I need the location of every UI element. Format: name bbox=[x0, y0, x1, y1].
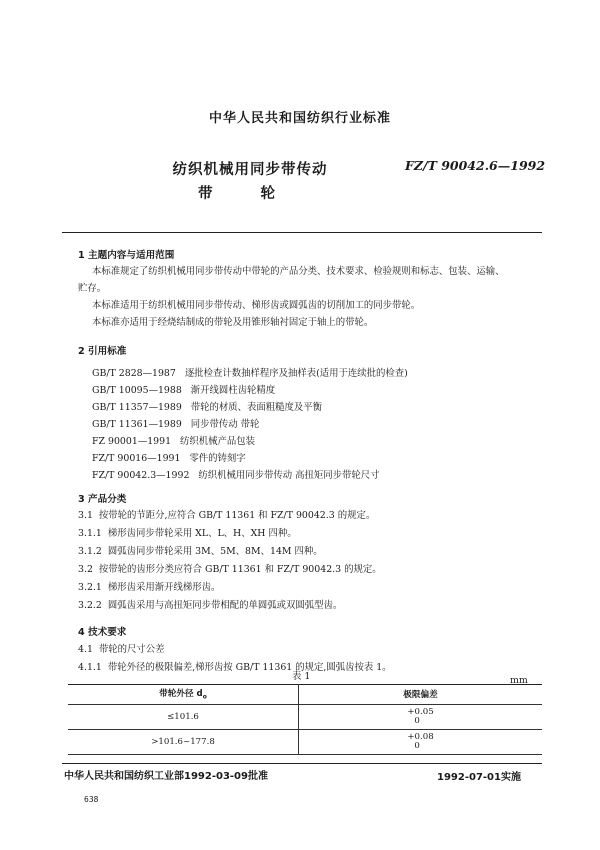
implementation-date: 1992-07-01实施 bbox=[437, 772, 521, 783]
section-1-para-2: 本标准适用于纺织机械用同步带传动、梯形齿或圆弧齿的切削加工的同步带轮。 bbox=[92, 300, 421, 311]
section-1-para-1: 本标准规定了纺织机械用同步带传动中带轮的产品分类、技术要求、检验规则和标志、包装、运输、 bbox=[92, 266, 505, 277]
table-row bbox=[68, 705, 542, 730]
cell-deviation: +0.08 0 bbox=[299, 730, 543, 755]
clause-item: 3.1 按带轮的节距分,应符合 GB/T 11361 和 FZ/T 90042.3 的规定。 bbox=[78, 510, 376, 521]
clause-item: 3.1.1 梯形齿同步带轮采用 XL、L、H、XH 四种。 bbox=[78, 528, 297, 539]
clause-item: 3.2 按带轮的齿形分类应符合 GB/T 11361 和 FZ/T 90042.3 的规定。 bbox=[78, 564, 382, 575]
reference-item: FZ/T 90016—1991 零件的铸刻字 bbox=[92, 453, 246, 464]
clause-item: 3.1.2 圆弧齿同步带轮采用 3M、5M、8M、14M 四种。 bbox=[78, 546, 323, 557]
reference-item: GB/T 11361—1989 同步带传动 带轮 bbox=[92, 419, 260, 430]
cell-diameter-range: ≤101.6 bbox=[68, 705, 299, 730]
clause-item: 4.1 带轮的尺寸公差 bbox=[78, 644, 165, 655]
clause-item: 3.2.1 梯形齿采用渐开线梯形齿。 bbox=[78, 582, 221, 593]
section-4-heading: 4 技术要求 bbox=[78, 627, 127, 638]
document-title-line1: 纺织机械用同步带传动 bbox=[172, 162, 328, 178]
section-2-heading: 2 引用标准 bbox=[78, 346, 127, 357]
reference-item: GB/T 11357—1989 带轮的材质、表面粗糙度及平衡 bbox=[92, 402, 323, 413]
title-char-b: 轮 bbox=[260, 186, 275, 202]
document-title-line2 bbox=[198, 182, 275, 203]
header-deviation: 极限偏差 bbox=[299, 684, 543, 705]
section-1-para-3: 本标准亦适用于经烧结制成的带轮及用锥形轴衬固定于轴上的带轮。 bbox=[92, 317, 374, 328]
footer-rule bbox=[62, 763, 542, 764]
title-char-a: 带 bbox=[198, 186, 213, 202]
header-outer-diameter: 带轮外径 $d_o$ bbox=[68, 684, 299, 705]
table-row bbox=[68, 730, 542, 755]
reference-item: GB/T 10095—1988 渐开线圆柱齿轮精度 bbox=[92, 385, 276, 396]
clause-item: 3.2.2 圆弧齿采用与高扭矩同步带相配的单圆弧或双圆弧型齿。 bbox=[78, 600, 343, 611]
approval-line: 中华人民共和国纺织工业部1992-03-09批准 bbox=[64, 771, 268, 782]
cell-deviation: +0.05 0 bbox=[299, 705, 543, 730]
reference-item: FZ 90001—1991 纺织机械产品包装 bbox=[92, 436, 256, 447]
table-unit: mm bbox=[510, 675, 528, 686]
standard-code: FZ/T 90042.6—1992 bbox=[405, 158, 546, 173]
table-header-row bbox=[68, 684, 542, 705]
table-caption: 表 1 bbox=[292, 671, 311, 682]
section-1-para-1-cont: 贮存。 bbox=[78, 283, 107, 294]
section-1-heading: 1 主题内容与适用范围 bbox=[78, 250, 175, 261]
reference-item: GB/T 2828—1987 逐批检查计数抽样程序及抽样表(适用于连续批的检查) bbox=[92, 368, 408, 379]
issuing-organization: 中华人民共和国纺织行业标准 bbox=[208, 111, 391, 126]
table-1 bbox=[68, 684, 542, 755]
clause-item: 4.1.1 带轮外径的极限偏差,梯形齿按 GB/T 11361 的规定,圆弧齿按表 1。 bbox=[78, 662, 392, 673]
cell-diameter-range: >101.6~177.8 bbox=[68, 730, 299, 755]
page-number: 638 bbox=[84, 795, 99, 804]
header-rule bbox=[62, 232, 542, 233]
section-3-heading: 3 产品分类 bbox=[78, 494, 127, 505]
reference-item: FZ/T 90042.3—1992 纺织机械用同步带传动 高扭矩同步带轮尺寸 bbox=[92, 470, 380, 481]
